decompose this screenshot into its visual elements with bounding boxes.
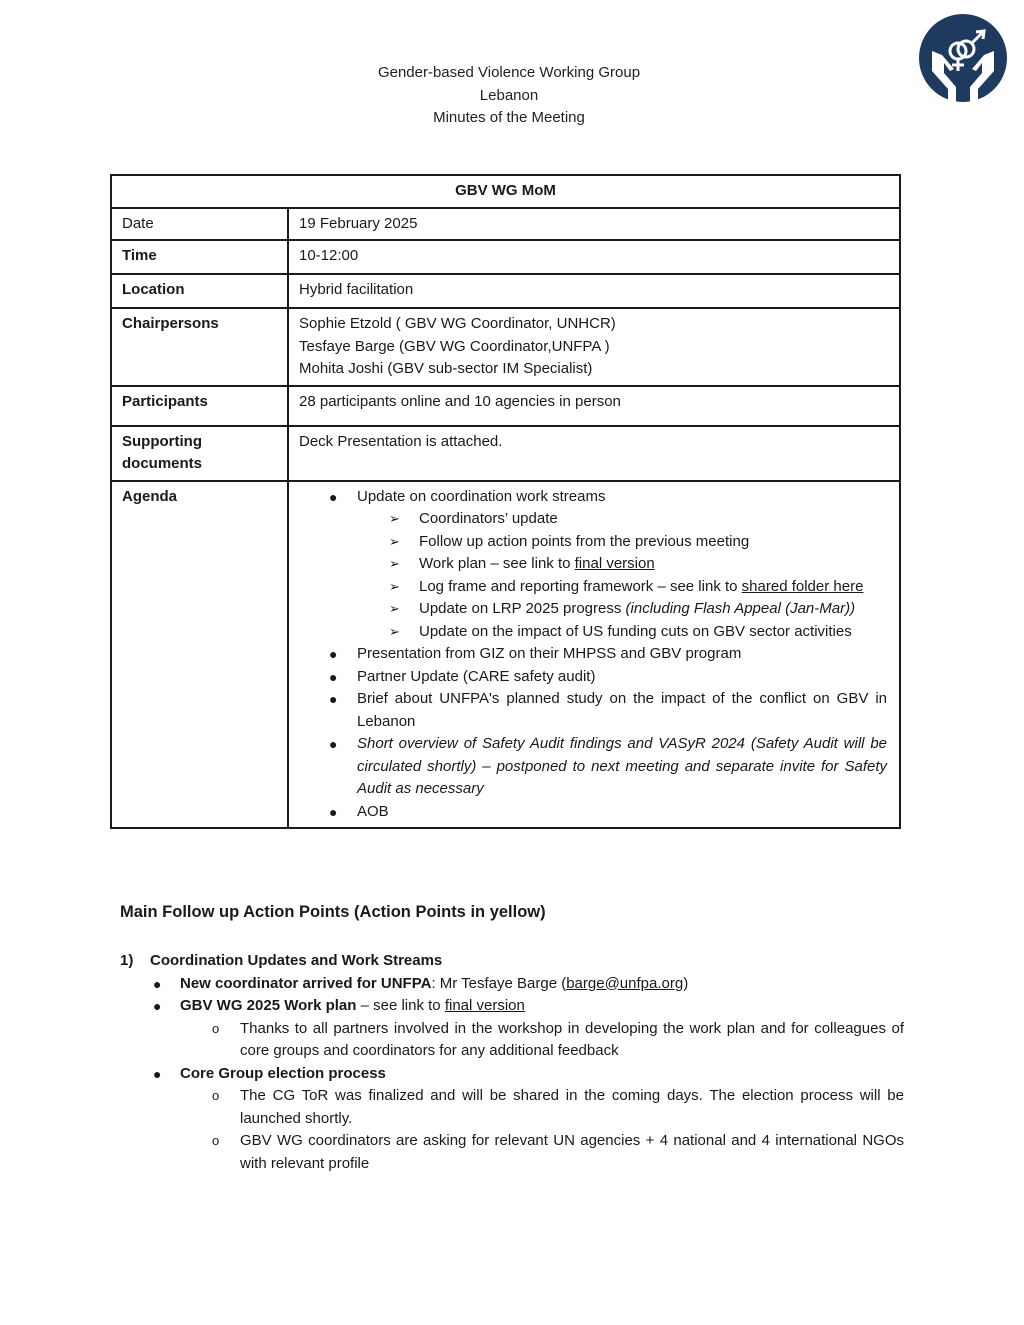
bullet-icon: ●: [329, 736, 338, 752]
meeting-info-table: [110, 174, 901, 829]
document-header: [0, 62, 1018, 130]
chairperson: Sophie Etzold ( GBV WG Coordinator, UNHCR): [299, 315, 616, 332]
list-item: ➢ Coordinators’ update: [299, 508, 887, 531]
bullet-icon: ●: [329, 691, 338, 707]
supporting-documents-value: Deck Presentation is attached.: [288, 426, 900, 481]
date-label: Date: [111, 208, 288, 241]
list-item: o Thanks to all partners involved in the workshop in developing the work plan and for colleagues of core groups and coordinators for any additional feedback: [212, 1019, 904, 1059]
circle-bullet-icon: o: [212, 1133, 220, 1148]
participants-label: Participants: [111, 386, 288, 426]
arrow-bullet-icon: ➢: [389, 556, 400, 571]
table-row: [111, 274, 900, 308]
circle-bullet-icon: o: [212, 1088, 220, 1103]
list-item: ● Partner Update (CARE safety audit): [299, 666, 887, 689]
table-row: [111, 240, 900, 274]
agenda-label: Agenda: [111, 481, 288, 829]
bullet-icon: ●: [153, 998, 162, 1014]
email-link[interactable]: barge@unfpa.org: [566, 974, 684, 992]
list-item: ➢ Follow up action points from the previous meeting: [299, 531, 887, 554]
chairpersons-label: Chairpersons: [111, 308, 288, 386]
date-value: 19 February 2025: [288, 208, 900, 241]
chairperson: Tesfaye Barge (GBV WG Coordinator,UNFPA ): [299, 337, 610, 355]
list-item: ● Core Group election process: [120, 1063, 904, 1086]
bullet-icon: ●: [329, 803, 338, 820]
table-row: [111, 386, 900, 426]
list-item: ➢ Work plan – see link to final version: [299, 553, 887, 576]
doc-title: Minutes of the Meeting: [433, 109, 585, 126]
arrow-bullet-icon: ➢: [389, 578, 400, 594]
arrow-bullet-icon: ➢: [389, 511, 400, 526]
bullet-icon: ●: [153, 975, 162, 992]
list-item: o The CG ToR was finalized and will be shared in the coming days. The election process will be launched shortly.: [212, 1087, 904, 1127]
location-label: Location: [111, 274, 288, 308]
supporting-documents-label: Supporting documents: [111, 426, 288, 481]
list-item: ● Short overview of Safety Audit findings and VASyR 2024 (Safety Audit will be circulated shortly) – postponed to next meeting and separate invite for Safety Audit as necessary: [329, 735, 887, 797]
bullet-icon: ●: [329, 488, 338, 505]
bullet-icon: ●: [153, 1065, 162, 1082]
list-item: ● GBV WG 2025 Work plan – see link to final version: [120, 995, 904, 1018]
action-points-title: Main Follow up Action Points (Action Points in yellow): [120, 903, 546, 921]
list-item: ● New coordinator arrived for UNFPA: Mr Tesfaye Barge (barge@unfpa.org): [120, 973, 904, 996]
list-item: ➢ Update on LRP 2025 progress (including Flash Appeal (Jan-Mar)): [299, 598, 887, 621]
agenda-list: [299, 486, 887, 824]
circle-bullet-icon: o: [212, 1020, 220, 1036]
country: Lebanon: [479, 86, 539, 104]
arrow-bullet-icon: ➢: [389, 601, 400, 616]
final-version-link[interactable]: final version: [574, 555, 655, 572]
list-item: ● AOB: [299, 801, 887, 824]
location-value: Hybrid facilitation: [288, 274, 900, 308]
list-item: o GBV WG coordinators are asking for relevant UN agencies + 4 national and 4 international NGOs with relevant profile: [212, 1132, 904, 1172]
work-plan-link[interactable]: final version: [444, 997, 525, 1014]
participants-value: 28 participants online and 10 agencies in person: [288, 386, 900, 426]
arrow-bullet-icon: ➢: [389, 533, 400, 549]
table-row: [111, 308, 900, 386]
list-item: ➢ Log frame and reporting framework – see link to shared folder here: [299, 576, 887, 599]
action-points-list: [120, 950, 904, 1175]
shared-folder-link[interactable]: shared folder here: [741, 577, 864, 595]
chairpersons-value: [288, 308, 900, 386]
arrow-bullet-icon: ➢: [389, 623, 400, 639]
table-row: [111, 208, 900, 241]
org-name: Gender-based Violence Working Group: [377, 64, 641, 81]
bullet-icon: ●: [329, 646, 338, 662]
list-item: ● Brief about UNFPA's planned study on the impact of the conflict on GBV in Lebanon: [329, 690, 887, 730]
bullet-icon: ●: [329, 668, 338, 685]
section-heading: 1) Coordination Updates and Work Streams: [120, 952, 443, 969]
chairperson: Mohita Joshi (GBV sub-sector IM Specialist): [299, 360, 593, 377]
table-row: [111, 481, 900, 829]
time-value: 10-12:00: [288, 240, 900, 274]
list-item: ➢ Update on the impact of US funding cuts on GBV sector activities: [299, 621, 887, 644]
list-item: ● Presentation from GIZ on their MHPSS and GBV program: [299, 643, 887, 666]
agenda-value: [288, 481, 900, 829]
table-row: [111, 426, 900, 481]
time-label: Time: [111, 240, 288, 274]
table-title: GBV WG MoM: [111, 175, 900, 208]
list-item: ● Update on coordination work streams: [299, 486, 887, 509]
